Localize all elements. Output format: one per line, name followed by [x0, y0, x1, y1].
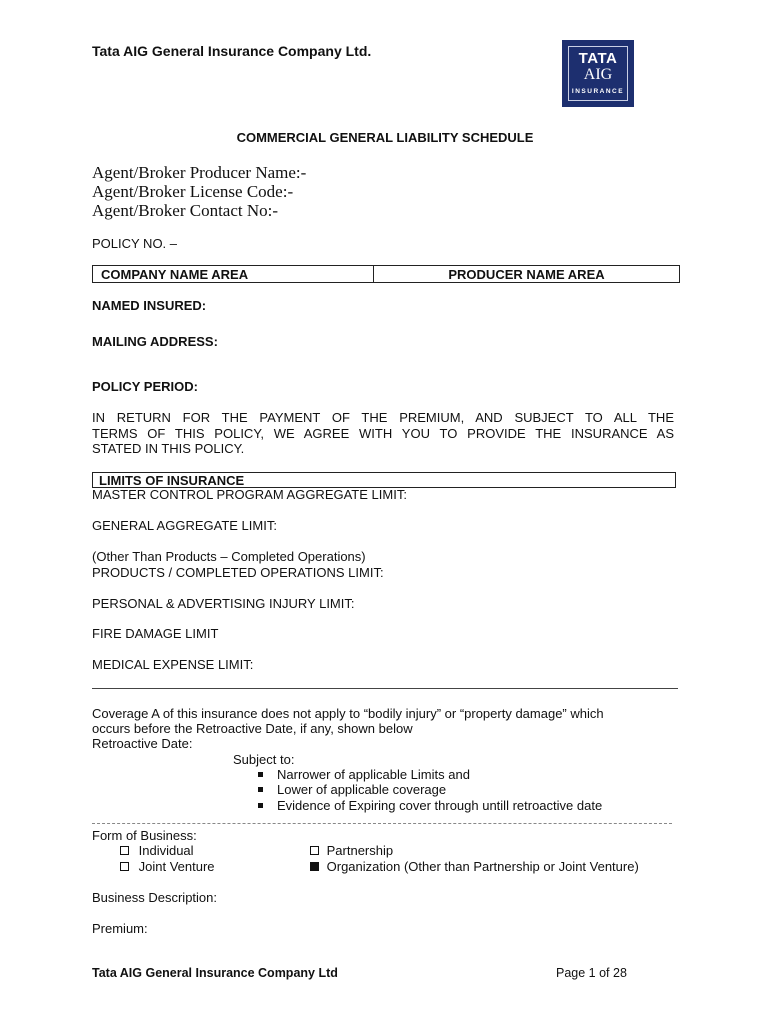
producer-name-area: PRODUCER NAME AREA: [448, 267, 605, 282]
agent-license-code: Agent/Broker License Code:-: [92, 182, 294, 201]
subject-to-label: Subject to:: [233, 752, 295, 767]
footer-company: Tata AIG General Insurance Company Ltd: [92, 966, 338, 980]
logo-line-2: AIG: [583, 66, 613, 83]
checked-checkbox-icon[interactable]: [310, 862, 319, 871]
checkbox-icon[interactable]: [310, 846, 319, 855]
option-label: Joint Venture: [138, 859, 215, 874]
bullet-square-icon: [258, 772, 263, 777]
agreement-line-2: TERMS OF THIS POLICY, WE AGREE WITH YOU TO PROVIDE THE INSURANCE AS: [92, 426, 674, 441]
checkbox-icon[interactable]: [120, 862, 129, 871]
agent-contact-no: Agent/Broker Contact No:-: [92, 201, 279, 220]
bullet-item: [258, 767, 470, 782]
section-divider: [92, 688, 678, 689]
name-table: [92, 265, 680, 283]
other-than-products-note: (Other Than Products – Completed Operations): [92, 549, 366, 564]
bullet-square-icon: [258, 787, 263, 792]
master-control-limit: MASTER CONTROL PROGRAM AGGREGATE LIMIT:: [92, 487, 407, 502]
business-description-label: Business Description:: [92, 890, 217, 905]
mailing-address-label: MAILING ADDRESS:: [92, 334, 218, 349]
bullet-text: Narrower of applicable Limits and: [277, 767, 470, 782]
coverage-line-1: Coverage A of this insurance does not apply to “bodily injury” or “property damage” which: [92, 706, 604, 721]
logo-line-1: TATA: [578, 50, 618, 67]
footer-page-number: Page 1 of 28: [556, 966, 627, 980]
bullet-item: [258, 798, 602, 813]
limits-heading: LIMITS OF INSURANCE: [99, 473, 245, 488]
header-company-name: Tata AIG General Insurance Company Ltd.: [92, 43, 372, 59]
checkbox-icon[interactable]: [120, 846, 129, 855]
schedule-title: COMMERCIAL GENERAL LIABILITY SCHEDULE: [236, 130, 534, 145]
tata-aig-logo: [562, 40, 634, 107]
products-completed-limit: PRODUCTS / COMPLETED OPERATIONS LIMIT:: [92, 565, 384, 580]
logo-line-3: INSURANCE: [571, 88, 625, 95]
policy-number-label: POLICY NO. –: [92, 236, 178, 251]
option-label: Organization (Other than Partnership or Joint Venture): [326, 859, 639, 874]
fire-damage-limit: FIRE DAMAGE LIMIT: [92, 626, 219, 641]
general-aggregate-limit: GENERAL AGGREGATE LIMIT:: [92, 518, 277, 533]
personal-advertising-limit: PERSONAL & ADVERTISING INJURY LIMIT:: [92, 596, 355, 611]
bullet-square-icon: [258, 803, 263, 808]
named-insured-label: NAMED INSURED:: [92, 298, 207, 313]
bullet-text: Evidence of Expiring cover through untill retroactive date: [277, 798, 603, 813]
company-name-area: COMPANY NAME AREA: [101, 267, 249, 282]
option-organization[interactable]: [310, 859, 639, 874]
option-partnership[interactable]: [310, 843, 393, 858]
option-joint-venture[interactable]: [120, 859, 215, 874]
bullet-text: Lower of applicable coverage: [277, 782, 447, 797]
coverage-line-2: occurs before the Retroactive Date, if any, shown below: [92, 721, 413, 736]
policy-period-label: POLICY PERIOD:: [92, 379, 198, 394]
agreement-line-1: IN RETURN FOR THE PAYMENT OF THE PREMIUM, AND SUBJECT TO ALL THE: [92, 410, 674, 425]
agreement-line-3: STATED IN THIS POLICY.: [92, 441, 245, 456]
form-of-business-label: Form of Business:: [92, 828, 197, 843]
bullet-item: [258, 782, 446, 797]
premium-label: Premium:: [92, 921, 148, 936]
medical-expense-limit: MEDICAL EXPENSE LIMIT:: [92, 657, 254, 672]
limits-heading-box: [92, 472, 676, 488]
option-label: Partnership: [326, 843, 394, 858]
producer-name-cell: [374, 266, 679, 282]
dashed-divider: [92, 823, 672, 824]
option-individual[interactable]: [120, 843, 194, 858]
company-name-cell: [93, 266, 374, 282]
agent-producer-name: Agent/Broker Producer Name:-: [92, 163, 307, 182]
retroactive-date-label: Retroactive Date:: [92, 736, 193, 751]
option-label: Individual: [138, 843, 194, 858]
